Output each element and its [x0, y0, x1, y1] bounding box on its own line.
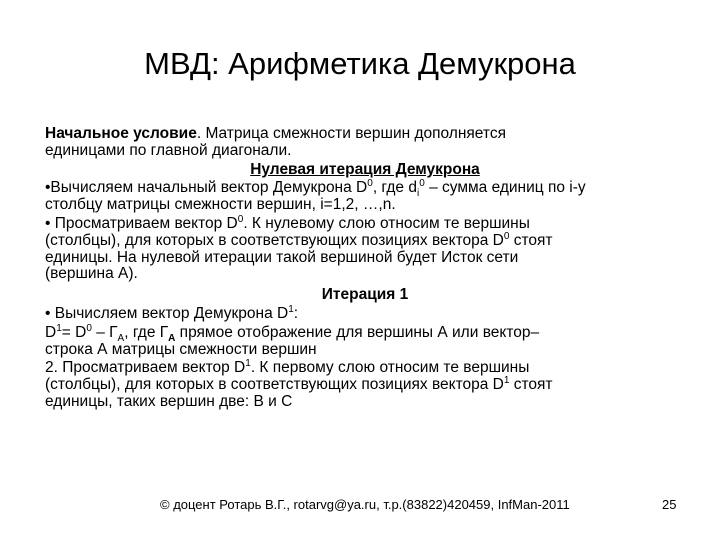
page-number: 25	[662, 497, 677, 512]
initial-condition-label: Начальное условие	[45, 125, 197, 142]
zero-iteration-heading-row	[45, 162, 685, 179]
iteration1-formula	[45, 322, 685, 359]
text-segment: единицы, таких вершин две: В и С	[45, 392, 293, 410]
text-segment: – Г	[91, 323, 118, 341]
subscript: i	[416, 188, 420, 200]
initial-condition-text-line2: единицами по главной диагонали.	[45, 141, 292, 159]
text-segment: • Просматриваем вектор D	[45, 214, 238, 232]
text-segment: – сумма единиц по i-у	[424, 179, 586, 197]
iteration1-bullet-1	[45, 303, 685, 323]
superscript: 1	[503, 375, 510, 386]
text-segment: (столбцы), для которых в соответствующих позициях вектора D	[45, 376, 504, 394]
text-segment: (вершина А).	[45, 265, 138, 283]
zero-iteration-bullet-1	[45, 180, 685, 214]
superscript: 1	[56, 322, 62, 334]
text-segment: стоят	[509, 231, 553, 249]
text-segment: 2. Просматриваем вектор D	[45, 359, 246, 377]
text-segment: единицы. На нулевой итерации такой вершиной будет Исток сети	[45, 248, 519, 266]
text-segment: • Вычисляем вектор Демукрона D	[45, 304, 289, 322]
superscript: 0	[367, 178, 373, 190]
text-segment: , где d	[372, 179, 417, 197]
text-segment: = D	[61, 323, 87, 341]
initial-condition	[45, 126, 685, 160]
superscript: 0	[503, 230, 510, 242]
zero-iteration-heading: Нулевая итерация Демукрона	[250, 160, 480, 178]
iteration1-step-2	[45, 360, 685, 410]
text-segment: (столбцы), для которых в соответствующих позициях вектора D	[45, 231, 504, 249]
superscript: 0	[237, 213, 244, 225]
text-segment: . К первому слою относим те вершины	[250, 359, 530, 377]
text-segment: столбцу матрицы смежности вершин, i=1,2, …,n.	[45, 196, 396, 214]
subscript: A	[117, 332, 125, 344]
text-segment: прямое отображение для вершины А или вектор–	[175, 323, 540, 341]
superscript: 1	[288, 303, 294, 315]
superscript: 0	[86, 322, 92, 334]
iteration1-heading-row	[45, 287, 685, 304]
text-segment: стоят	[509, 376, 553, 394]
text-segment: D	[45, 323, 57, 341]
zero-iteration-bullet-2	[45, 213, 685, 283]
iteration1-heading: Итерация 1	[321, 286, 409, 304]
slide-title: МВД: Арифметика Демукрона	[144, 46, 576, 81]
text-segment: •Вычисляем начальный вектор Демукрона D	[45, 179, 368, 197]
superscript: 1	[245, 358, 251, 370]
text-segment: . К нулевому слою относим те вершины	[243, 214, 530, 232]
initial-condition-text: . Матрица смежности вершин дополняется	[196, 125, 506, 142]
subscript: A	[168, 332, 176, 344]
slide-content	[45, 126, 685, 413]
text-segment: строка А матрицы смежности вершин	[45, 340, 317, 358]
text-segment: , где Г	[124, 323, 169, 341]
text-segment: :	[293, 304, 299, 322]
superscript: 0	[419, 178, 425, 190]
footer-author: © доцент Ротарь В.Г., rotarvg@ya.ru, т.р.(83822)420459, InfMan-2011	[160, 497, 570, 512]
